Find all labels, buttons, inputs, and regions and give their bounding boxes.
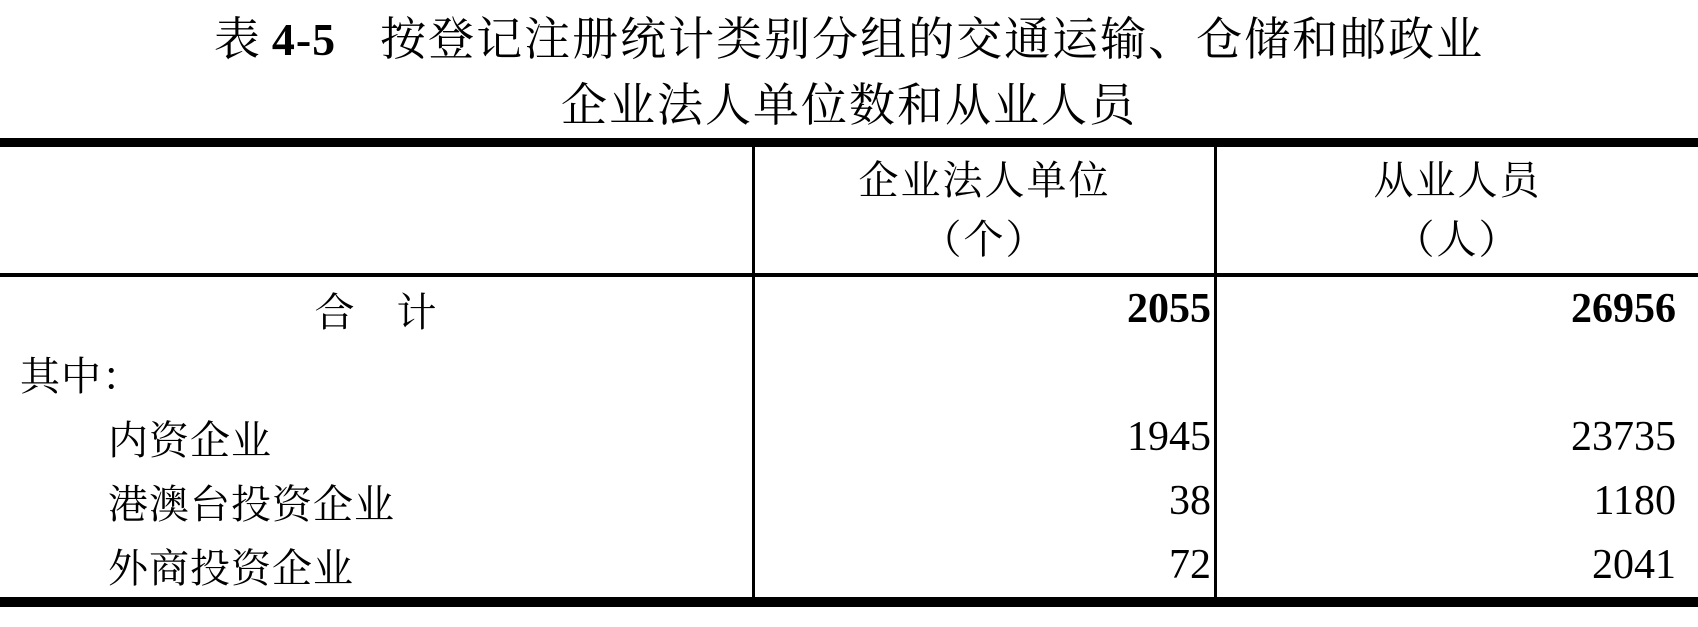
table-row xyxy=(0,341,1698,405)
table-row xyxy=(0,405,1698,469)
header-employees xyxy=(1214,147,1698,273)
header-employees-unit: （人） xyxy=(1394,217,1521,262)
row-label: 其中： xyxy=(20,353,143,399)
row-label: 合 计 xyxy=(314,289,438,335)
row-units-value: 1945 xyxy=(752,405,1214,469)
header-legal-units xyxy=(752,147,1214,273)
row-units-value: 72 xyxy=(752,533,1214,597)
row-employees-value xyxy=(1214,341,1698,405)
row-units-value xyxy=(752,341,1214,405)
table-row xyxy=(0,277,1698,341)
row-label: 港澳台投资企业 xyxy=(108,481,395,527)
table-title xyxy=(0,12,1698,132)
table-title-text: 按登记注册统计类别分组的交通运输、仓储和邮政业 xyxy=(380,14,1485,65)
table-row xyxy=(0,533,1698,597)
table-number: 4-5 xyxy=(271,14,337,65)
row-employees-value: 1180 xyxy=(1214,469,1698,533)
header-legal-units-label: 企业法人单位 xyxy=(858,158,1111,203)
header-stub-cell xyxy=(0,147,752,273)
statistics-table xyxy=(0,138,1698,607)
row-employees-value: 2041 xyxy=(1214,533,1698,597)
table-title-line1 xyxy=(0,12,1698,68)
row-units-value: 2055 xyxy=(752,277,1214,341)
header-employees-label: 从业人员 xyxy=(1373,158,1542,203)
row-label: 内资企业 xyxy=(108,417,272,463)
header-legal-units-unit: （个） xyxy=(921,217,1048,262)
table-title-line2: 企业法人单位数和从业人员 xyxy=(561,80,1137,131)
table-label: 表 xyxy=(213,14,260,65)
table-header-row xyxy=(0,147,1698,277)
row-employees-value: 23735 xyxy=(1214,405,1698,469)
row-employees-value: 26956 xyxy=(1214,277,1698,341)
table-row xyxy=(0,469,1698,533)
row-label: 外商投资企业 xyxy=(108,545,354,591)
row-units-value: 38 xyxy=(752,469,1214,533)
